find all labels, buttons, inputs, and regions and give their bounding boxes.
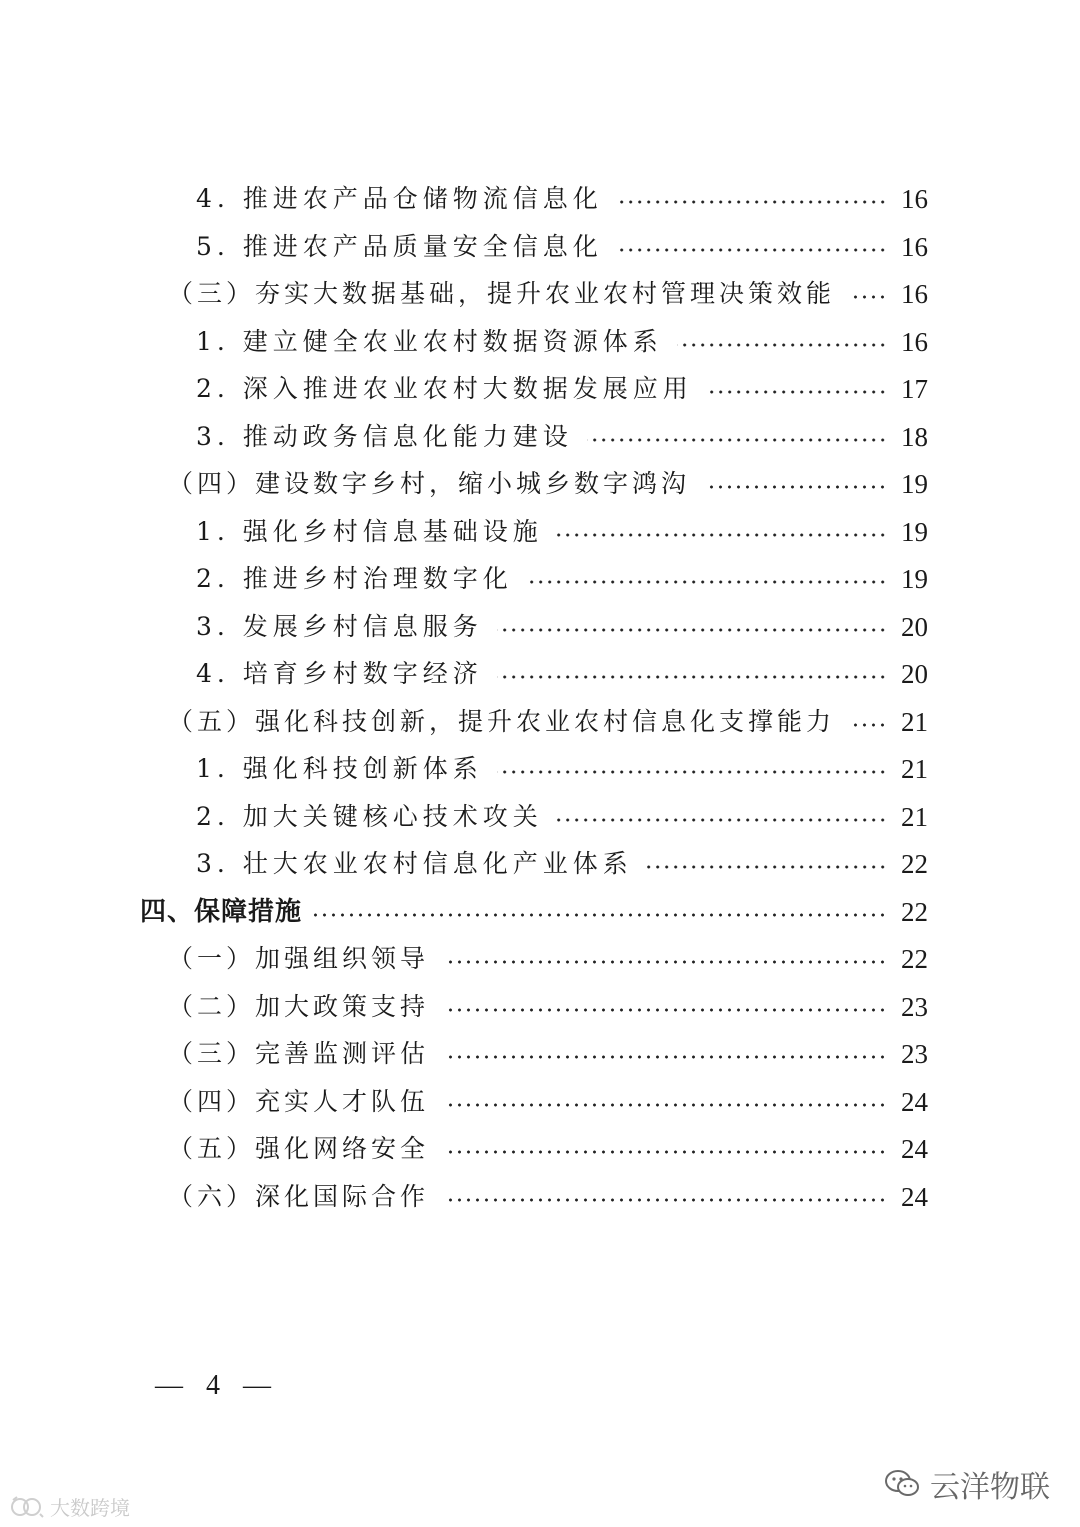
watermark-left-text: 大数跨境 [50,1496,130,1520]
toc-entry-page: 24 [901,1134,928,1164]
toc-entry-page: 17 [901,374,928,404]
toc-entry-page: 16 [901,231,928,262]
toc-entry-title: 3. 壮大农业农村信息化产业体系 [196,849,633,878]
toc-entry-page: 22 [901,944,928,974]
toc-entry [0,417,1080,457]
toc-leader-dots [849,295,887,299]
wechat-icon [884,1469,920,1499]
toc-entry [0,749,1080,789]
toc-entry-title: 2. 推进乡村治理数字化 [196,564,513,593]
toc-leader-dots [443,1198,887,1202]
toc-entry [0,1082,1080,1122]
toc-entry-page: 21 [901,706,928,737]
toc-entry [0,892,1080,932]
watermark-right [884,1462,1050,1506]
toc-entry [0,512,1080,552]
toc-leader-dots [587,438,887,442]
toc-entry-page: 21 [901,754,928,784]
toc-entry [0,464,1080,504]
toc-entry-page: 24 [901,1181,928,1212]
toc-leader-dots [443,1150,887,1154]
toc-entry-title: （六）深化国际合作 [168,1181,430,1211]
toc-leader-dots [443,1008,887,1012]
toc-entry-page: 16 [901,184,928,214]
toc-entry-title: 1. 建立健全农业农村数据资源体系 [196,326,663,356]
toc-entry-title: 4. 推进农产品仓储物流信息化 [196,184,603,213]
toc-leader-dots [849,723,887,727]
toc-entry [0,1177,1080,1217]
toc-entry-page: 19 [901,564,928,594]
toc-entry [0,939,1080,979]
toc-entry-title: （五）强化网络安全 [168,1134,430,1163]
toc-entry-title: （四）建设数字乡村，缩小城乡数字鸿沟 [168,469,691,498]
toc-entry-title: （四）充实人才队伍 [168,1086,430,1116]
toc-entry-page: 23 [901,991,928,1022]
toc-entry-page: 19 [901,516,928,547]
toc-leader-dots [443,1103,887,1107]
toc-leader-dots [617,248,887,252]
toc-leader-dots [497,675,887,679]
toc-leader-dots [704,485,887,489]
toc-leader-dots [557,818,887,822]
toc-entry [0,1129,1080,1169]
watermark-right-text: 云洋物联 [930,1470,1050,1505]
toc-entry-title: （一）加强组织领导 [168,944,430,973]
toc-entry-page: 23 [901,1039,928,1069]
toc-entry-page: 19 [901,469,928,499]
toc-entry-title: （五）强化科技创新，提升农业农村信息化支撑能力 [168,706,836,736]
toc-leader-dots [527,580,887,584]
toc-entry [0,227,1080,267]
toc-entry [0,274,1080,314]
toc-entry-title: 1. 强化科技创新体系 [196,754,483,783]
watermark-left [10,1492,130,1521]
toc-entry-page: 18 [901,421,928,452]
toc-entry-title: 1. 强化乡村信息基础设施 [196,516,543,546]
toc-entry [0,1034,1080,1074]
toc-entry-title: 2. 加大关键核心技术攻关 [196,801,543,831]
toc-leader-dots [443,1055,887,1059]
toc-entry-title: 3. 发展乡村信息服务 [196,611,483,641]
toc-entry-page: 20 [901,611,928,642]
toc-entry-title: （三）夯实大数据基础，提升农业农村管理决策效能 [168,279,836,308]
toc-entry [0,797,1080,837]
toc-leader-dots [497,770,887,774]
toc-entry-page: 16 [901,279,928,309]
toc-entry-title: 3. 推动政务信息化能力建设 [196,421,573,451]
toc-leader-dots [647,865,887,869]
toc-entry-page: 22 [901,896,928,927]
toc-leader-dots [557,533,887,537]
page-number: — 4 — [155,1370,279,1401]
toc-entry-page: 16 [901,326,928,357]
toc-entry [0,559,1080,599]
toc-entry-title: 四、保障措施 [140,896,303,927]
toc-entry [0,179,1080,219]
toc-entry [0,987,1080,1027]
toc-leader-dots [617,200,887,204]
toc-leader-dots [677,343,887,347]
toc-entry-title: 4. 培育乡村数字经济 [196,659,483,688]
toc-leader-dots [707,390,887,394]
toc-entry [0,702,1080,742]
toc-leader-dots [497,628,887,632]
toc-entry [0,322,1080,362]
toc-entry [0,654,1080,694]
toc-leader-dots [443,960,887,964]
toc-entry [0,607,1080,647]
toc-entry-title: （三）完善监测评估 [168,1039,430,1068]
toc-entry-page: 20 [901,659,928,689]
toc-entry [0,844,1080,884]
toc-entry-page: 21 [901,801,928,832]
toc-entry-page: 22 [901,849,928,879]
daqian-logo-icon [10,1496,44,1518]
toc-leader-dots [310,913,887,917]
toc-entry-title: 2. 深入推进农业农村大数据发展应用 [196,374,693,403]
toc-entry [0,369,1080,409]
toc-entry-title: （二）加大政策支持 [168,991,430,1021]
toc-entry-page: 24 [901,1086,928,1117]
toc-entry-title: 5. 推进农产品质量安全信息化 [196,231,603,261]
